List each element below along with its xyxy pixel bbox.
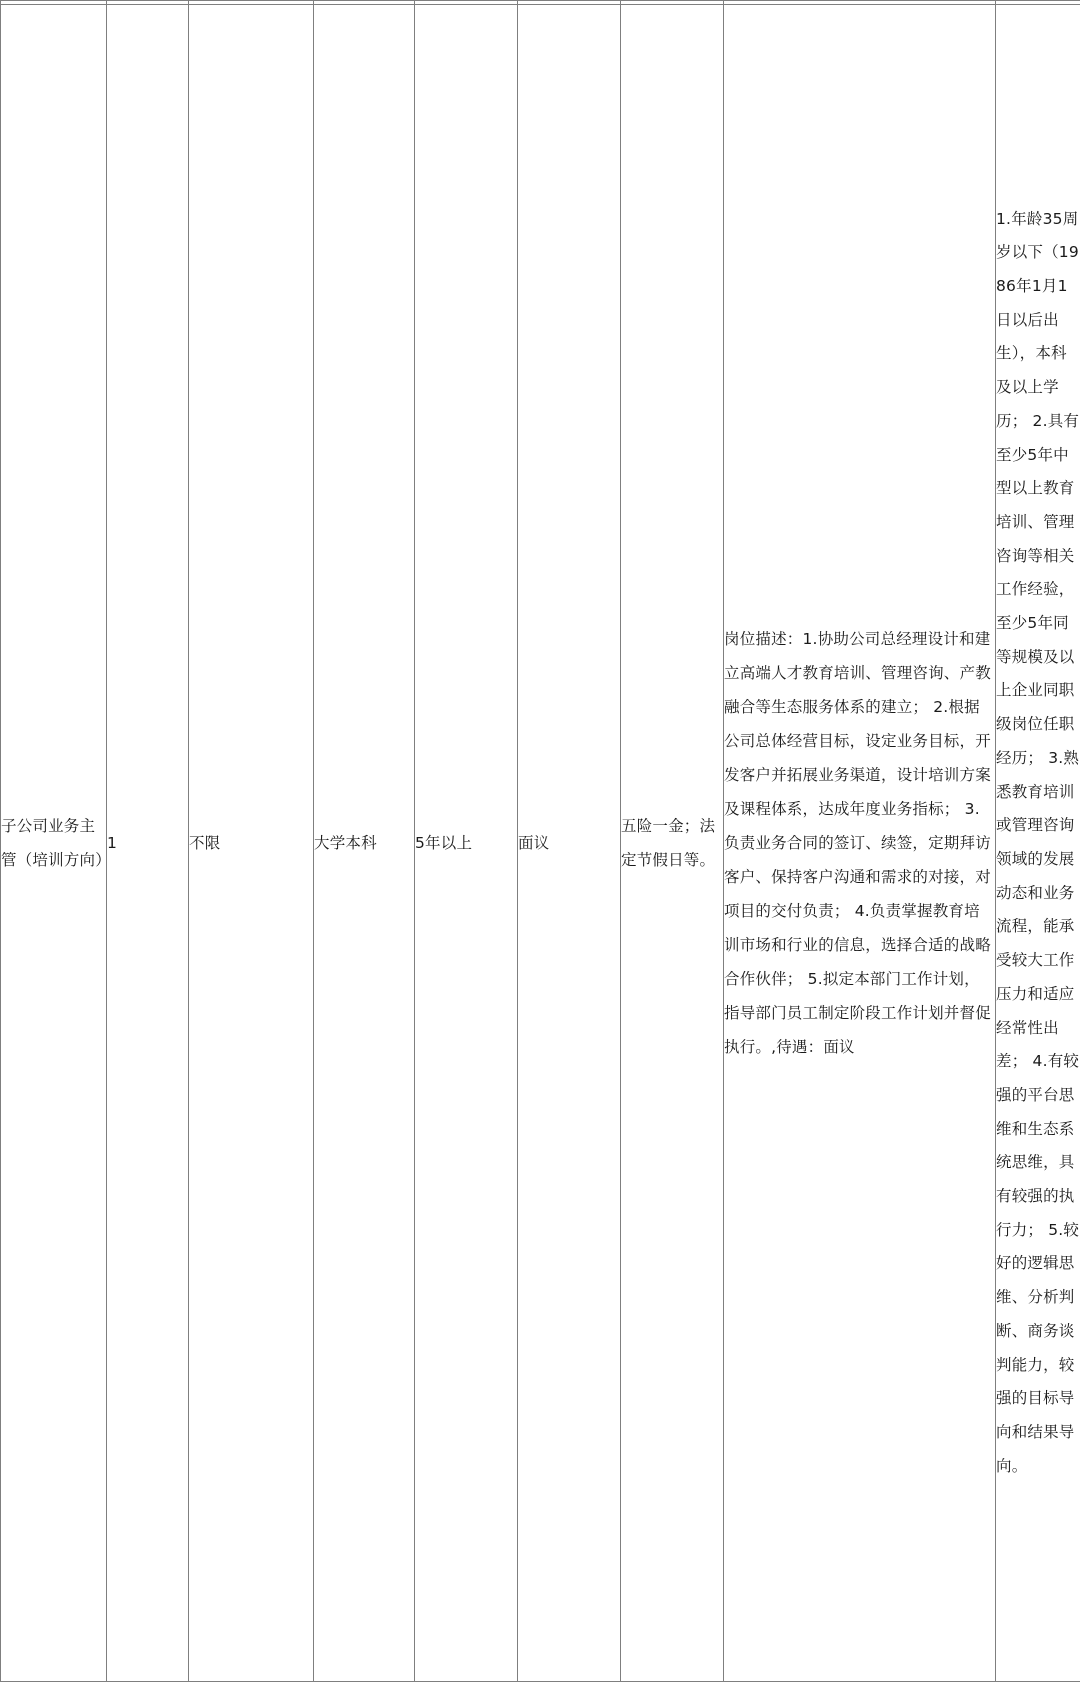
table-row [1, 5, 1080, 1682]
major: 不限 [189, 834, 221, 852]
education-cell [314, 5, 415, 1682]
duties-cell [724, 5, 996, 1682]
salary-cell [518, 5, 621, 1682]
requirements-cell [996, 5, 1080, 1682]
benefits-cell [621, 5, 724, 1682]
experience-cell [415, 5, 518, 1682]
headcount: 1 [107, 834, 118, 852]
salary: 面议 [518, 834, 550, 852]
major-cell [189, 5, 314, 1682]
experience: 5年以上 [415, 834, 473, 852]
position-title: 子公司业务主管（培训方向） [1, 817, 111, 869]
job-duties: 岗位描述：1.协助公司总经理设计和建立高端人才教育培训、管理咨询、产教融合等生态服务体系的建立； 2.根据公司总体经营目标，设定业务目标，开发客户并拓展业务渠道，设计培训方案及课程体系，达成年度业务指标； 3.负责业务合同的签订、续签，定期拜访客户、保持客户沟通和需求的对接，对项目的交付负责； 4.负责掌握教育培训市场和行业的信息，选择合适的战略合作伙伴； 5.拟定本部门工作计划，指导部门员工制定阶段工作计划并督促执行。,待遇：面议 [724, 630, 991, 1056]
education: 大学本科 [314, 834, 377, 852]
headcount-cell [107, 5, 189, 1682]
job-requirements: 1.年龄35周岁以下（1986年1月1日以后出生），本科及以上学历； 2.具有至少5年中型以上教育培训、管理咨询等相关工作经验，至少5年同等规模及以上企业同职级岗位任职经历； 3.熟悉教育培训或管理咨询领域的发展动态和业务流程，能承受较大工作压力和适应经常性出差； 4.有较强的平台思维和生态系统思维，具有较强的执行力； 5.较好的逻辑思维、分析判断、商务谈判能力，较强的目标导向和结果导向。 [996, 209, 1080, 1475]
benefits: 五险一金；法定节假日等。 [621, 817, 716, 869]
position-title-cell [1, 5, 111, 1682]
